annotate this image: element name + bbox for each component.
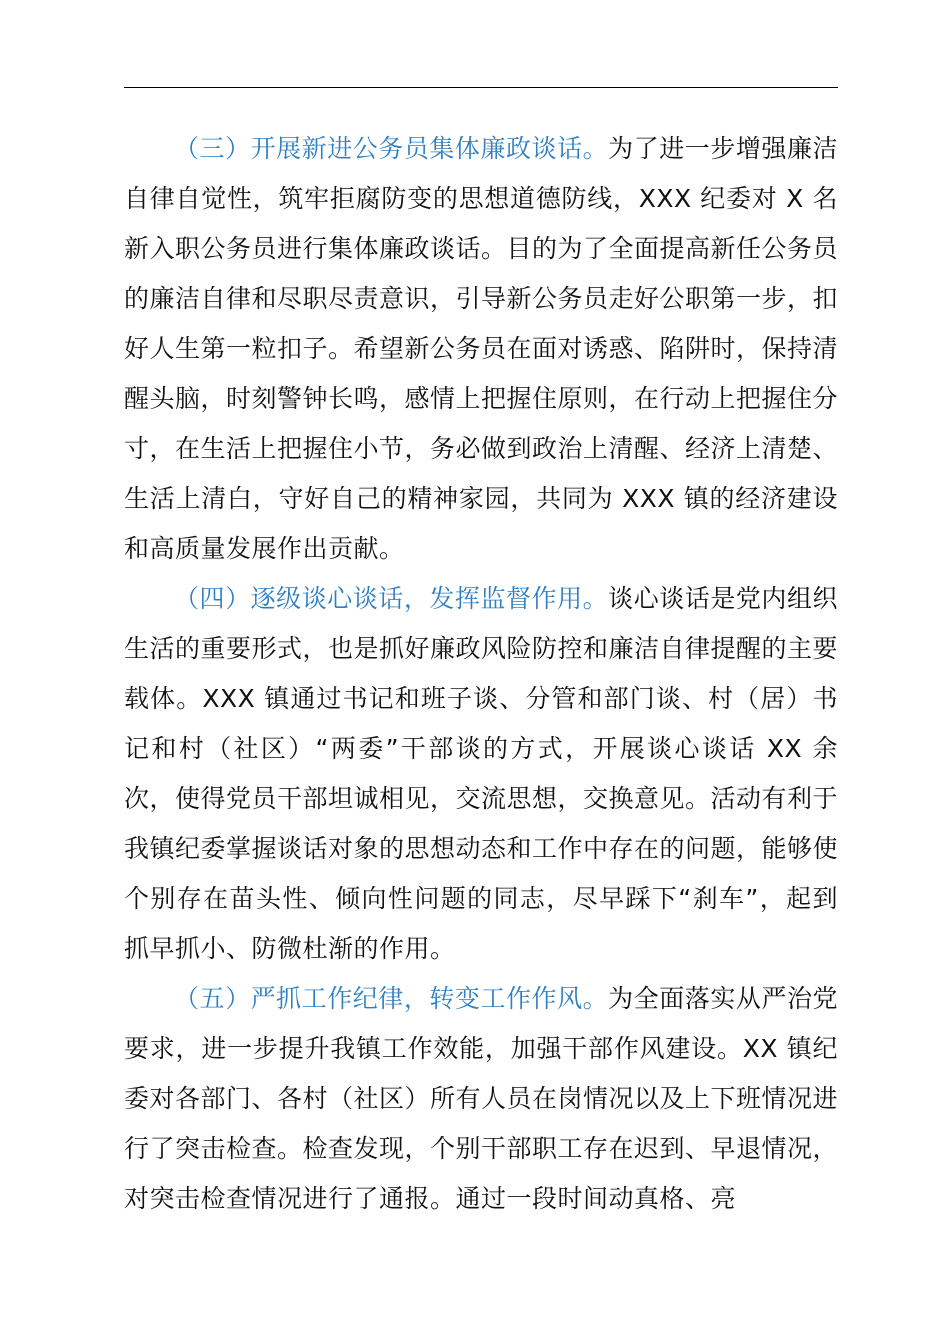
paragraph-heading: （四）逐级谈心谈话，发挥监督作用。 bbox=[174, 584, 609, 613]
paragraph-text: 为全面落实从严治党要求，进一步提升我镇工作效能，加强干部作风建设。XX 镇纪委对各部门、各村（社区）所有人员在岗情况以及上下班情况进行了突击检查。检查发现，个别干部职工存在迟到、早退情况，对突击检查情况进行了通报。通过一段时间动真格、亮 bbox=[124, 984, 839, 1213]
document-body bbox=[124, 124, 838, 1224]
header-rule bbox=[124, 87, 838, 88]
paragraph-text: 为了进一步增强廉洁自律自觉性，筑牢拒腐防变的思想道德防线，XXX 纪委对 X 名新入职公务员进行集体廉政谈话。目的为了全面提高新任公务员的廉洁自律和尽职尽责意识，引导新公务员走好公职第一步，扣好人生第一粒扣子。希望新公务员在面对诱惑、陷阱时，保持清醒头脑，时刻警钟长鸣，感情上把握住原则，在行动上把握住分寸，在生活上把握住小节，务必做到政治上清醒、经济上清楚、生活上清白，守好自己的精神家园，共同为 XXX 镇的经济建设和高质量发展作出贡献。 bbox=[124, 134, 839, 563]
paragraph-4 bbox=[124, 574, 838, 974]
paragraph-heading: （三）开展新进公务员集体廉政谈话。 bbox=[174, 134, 609, 163]
paragraph-3 bbox=[124, 124, 838, 574]
paragraph-text: 谈心谈话是党内组织生活的重要形式，也是抓好廉政风险防控和廉洁自律提醒的主要载体。XXX 镇通过书记和班子谈、分管和部门谈、村（居）书记和村（社区）“两委”干部谈的方式，开展谈心谈话 XX 余次，使得党员干部坦诚相见，交流思想，交换意见。活动有利于我镇纪委掌握谈话对象的思想动态和工作中存在的问题，能够使个别存在苗头性、倾向性问题的同志，尽早踩下“刹车”，起到抓早抓小、防微杜渐的作用。 bbox=[124, 584, 839, 963]
paragraph-5 bbox=[124, 974, 838, 1224]
paragraph-heading: （五）严抓工作纪律，转变工作作风。 bbox=[174, 984, 609, 1013]
